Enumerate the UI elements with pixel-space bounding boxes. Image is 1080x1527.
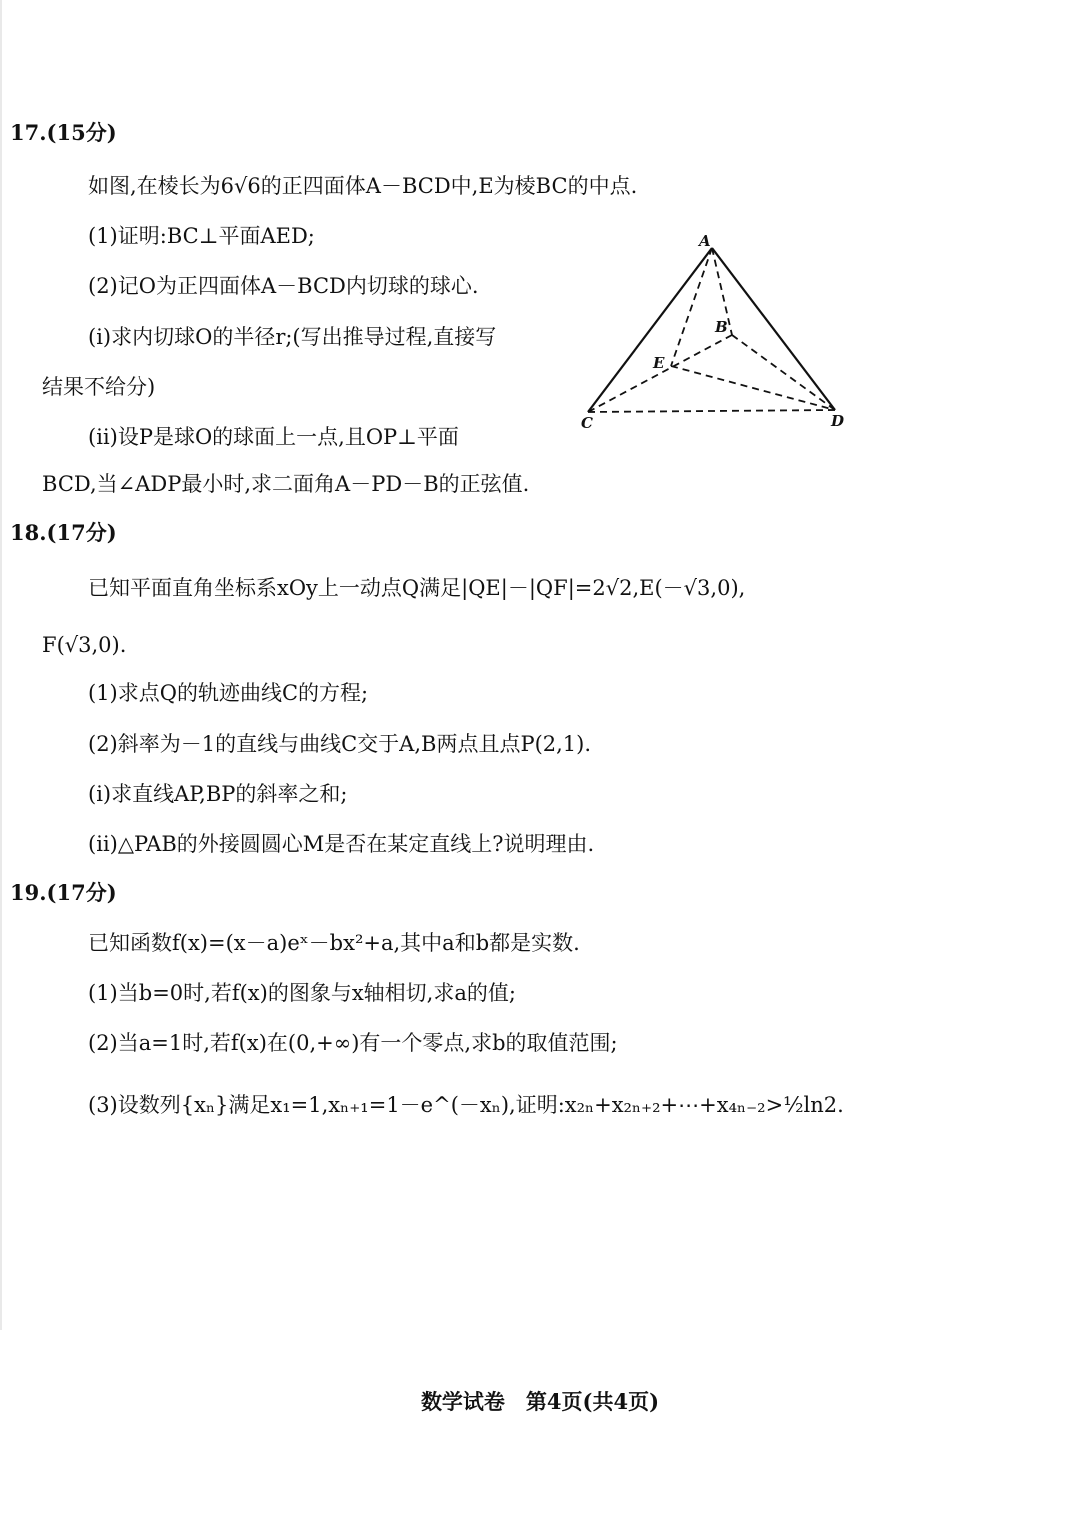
q18-part1: (1)求点Q的轨迹曲线C的方程;	[88, 681, 369, 705]
q19-heading: 19.(17分)	[10, 880, 117, 905]
q17-part2-i-line1: (i)求内切球O的半径r;(写出推导过程,直接写	[88, 325, 497, 349]
edge-CD	[588, 410, 835, 412]
edge-AD	[712, 248, 835, 410]
q17-part1: (1)证明:BC⊥平面AED;	[88, 224, 315, 248]
label-B: B	[715, 318, 728, 336]
q17-part2-ii-line2: BCD,当∠ADP最小时,求二面角A－PD－B的正弦值.	[42, 472, 530, 496]
q18-heading: 18.(17分)	[10, 520, 117, 545]
q19-intro: 已知函数f(x)=(x－a)eˣ－bx²+a,其中a和b都是实数.	[88, 931, 580, 955]
label-E: E	[653, 354, 665, 372]
tetrahedron-diagram	[575, 228, 855, 438]
page-footer: 数学试卷 第4页(共4页)	[420, 1389, 660, 1414]
q17-part2-i-line2: 结果不给分)	[42, 375, 156, 399]
q19-part1: (1)当b=0时,若f(x)的图象与x轴相切,求a的值;	[88, 981, 516, 1005]
q18-part2-ii: (ⅱ)△PAB的外接圆圆心M是否在某定直线上?说明理由.	[88, 832, 595, 856]
q17-part2: (2)记O为正四面体A－BCD内切球的球心.	[88, 274, 479, 298]
label-C: C	[581, 414, 593, 432]
q19-part3: (3)设数列{xₙ}满足x₁=1,xₙ₊₁=1－e^(－xₙ),证明:x₂ₙ+x₂ₙ₊₂+⋯+x₄ₙ₋₂>½ln2.	[88, 1093, 844, 1117]
tetrahedron-figure	[575, 228, 855, 438]
label-D: D	[831, 412, 845, 430]
q18-intro-line1: 已知平面直角坐标系xOy上一动点Q满足|QE|－|QF|=2√2,E(－√3,0),	[88, 576, 746, 600]
edge-BC	[588, 335, 732, 412]
label-A: A	[699, 232, 711, 250]
q17-heading: 17.(15分)	[10, 120, 117, 145]
q18-part2-i: (i)求直线AP,BP的斜率之和;	[88, 782, 348, 806]
q17-part2-ii-line1: (ⅱ)设P是球O的球面上一点,且OP⊥平面	[88, 425, 459, 449]
edge-BD	[732, 335, 835, 410]
q19-part2: (2)当a=1时,若f(x)在(0,+∞)有一个零点,求b的取值范围;	[88, 1031, 618, 1055]
q18-part2: (2)斜率为－1的直线与曲线C交于A,B两点且点P(2,1).	[88, 732, 592, 756]
page-left-edge	[0, 0, 2, 1330]
q17-intro: 如图,在棱长为6√6的正四面体A－BCD中,E为棱BC的中点.	[88, 174, 638, 198]
segment-ED	[671, 366, 835, 410]
edge-AC	[588, 248, 712, 412]
q18-intro-line2: F(√3,0).	[42, 633, 127, 657]
